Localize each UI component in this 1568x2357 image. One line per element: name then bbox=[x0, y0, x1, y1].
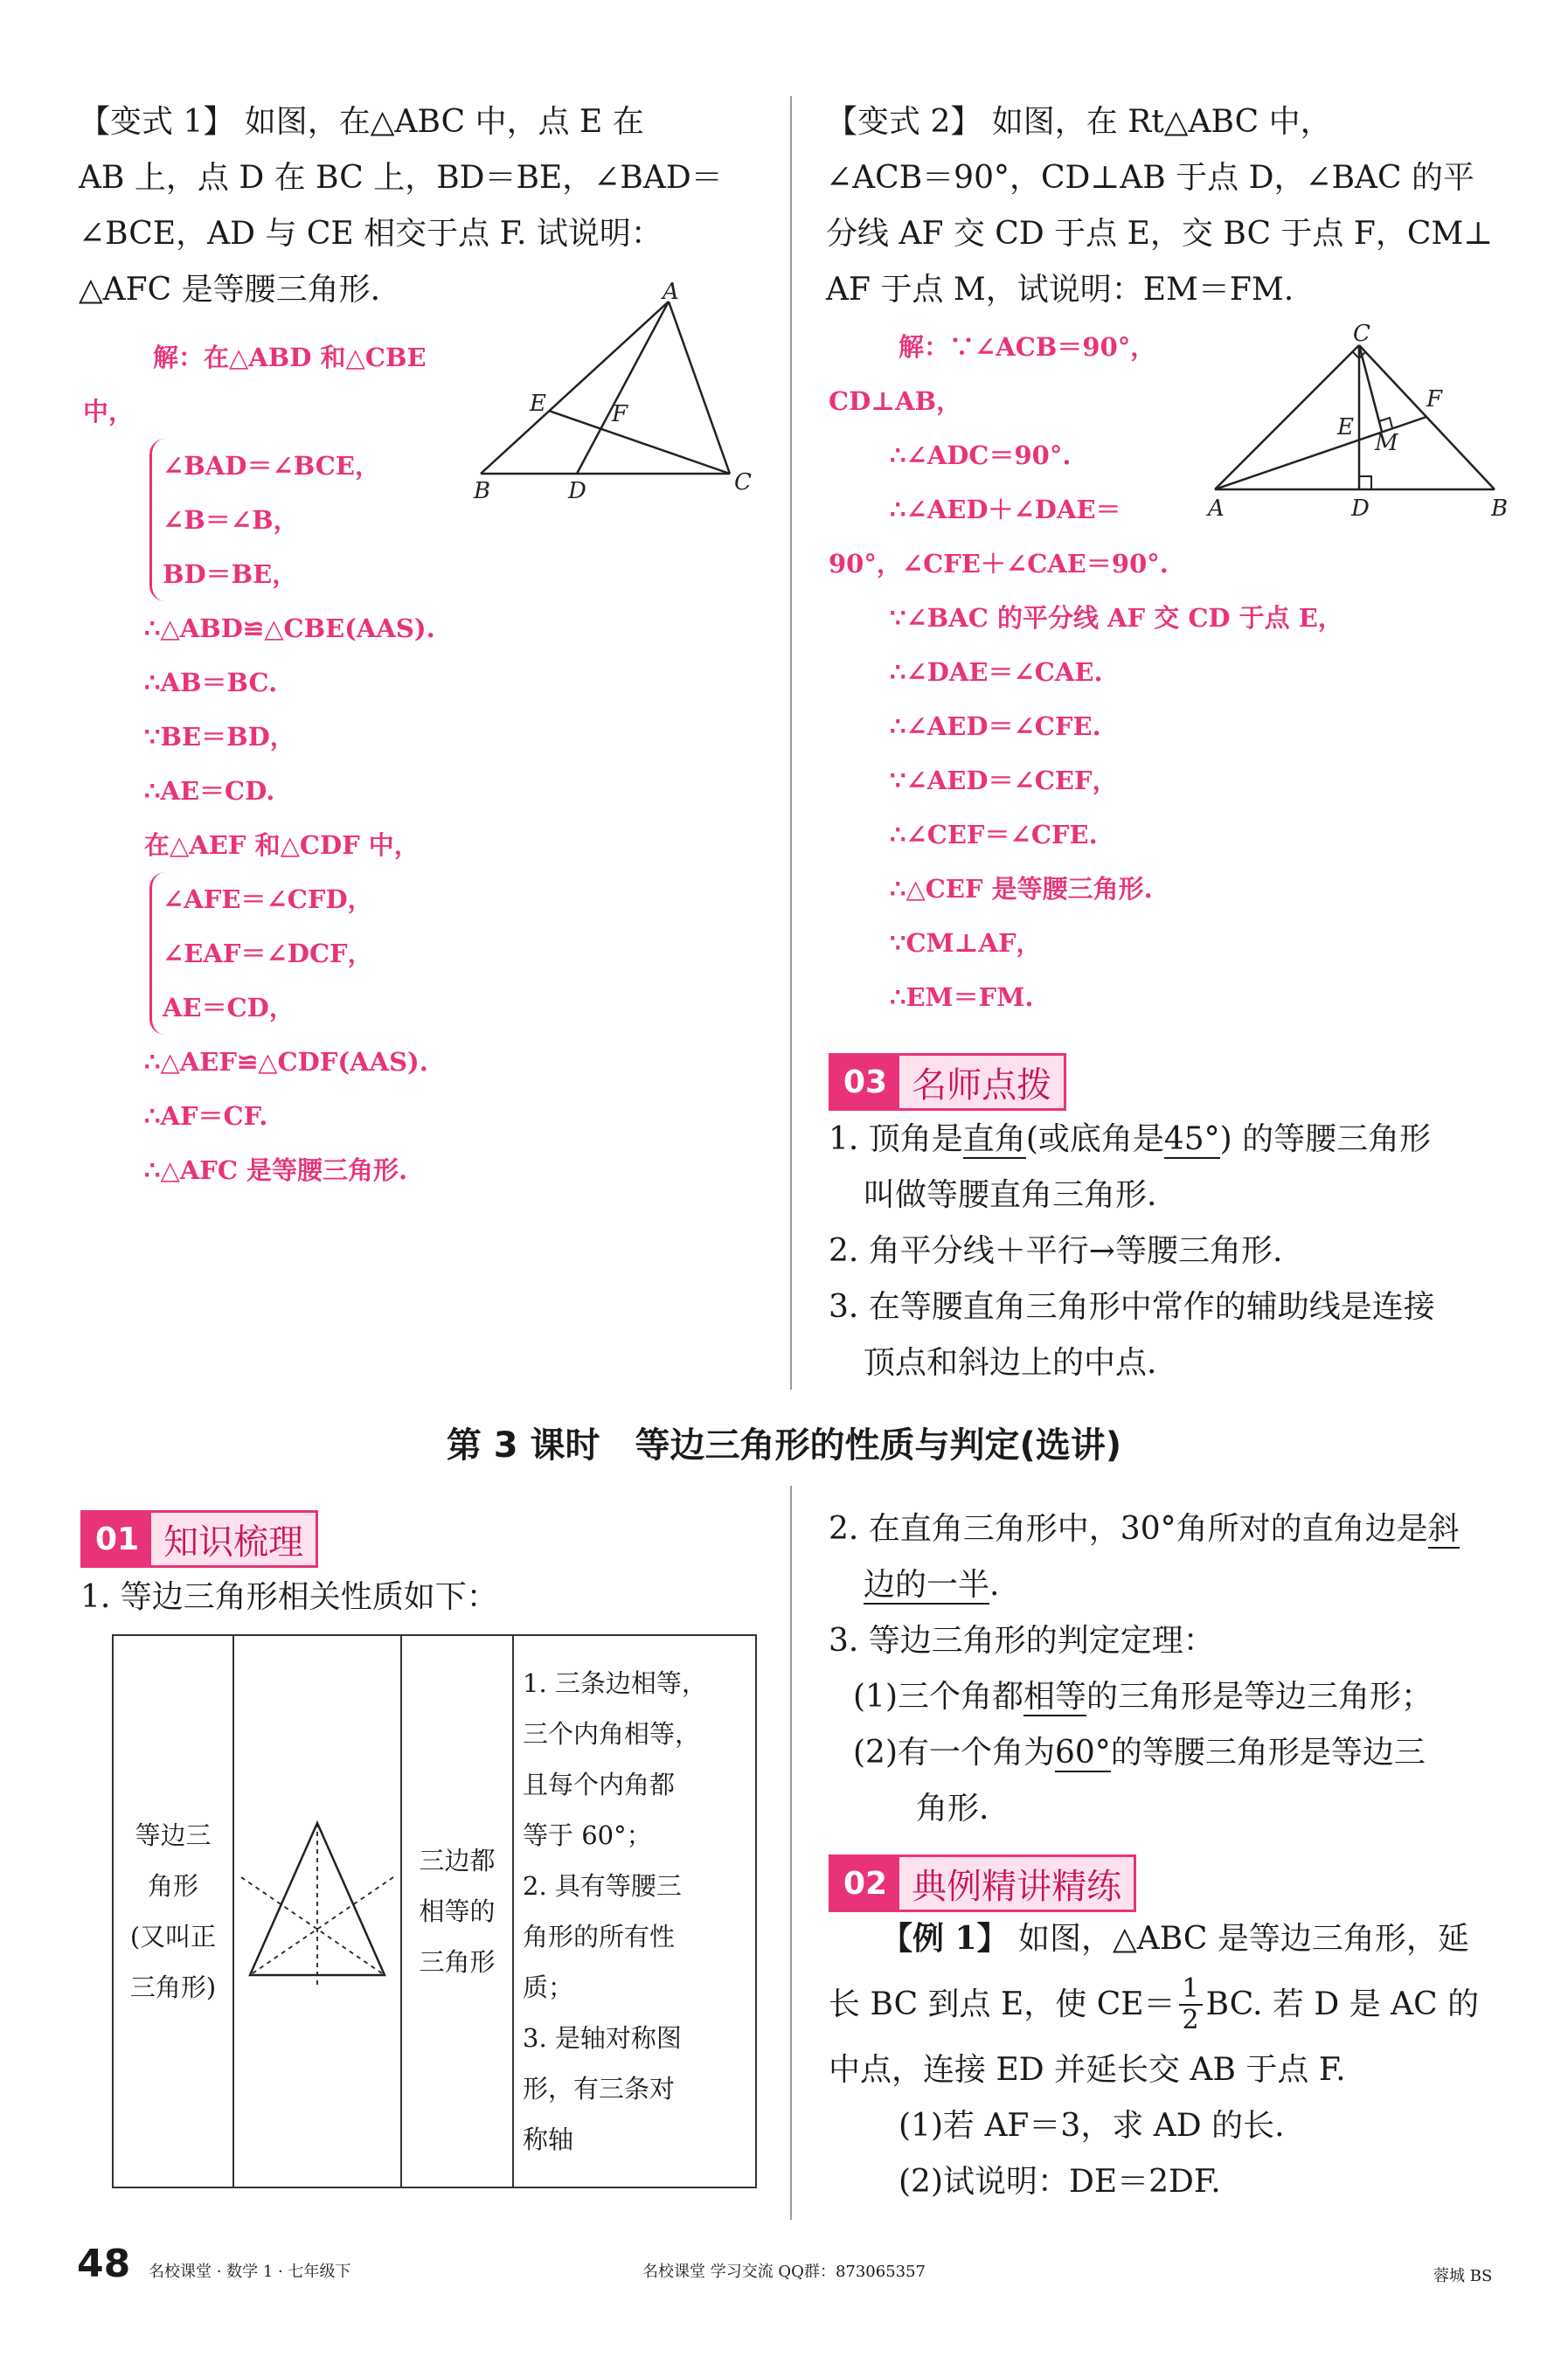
cell-line: 等于 60°； bbox=[523, 1820, 652, 1850]
tip-item-cont: 叫做等腰直角三角形. bbox=[864, 1177, 1157, 1213]
footer-center: 名校课堂 学习交流 QQ群：873065357 bbox=[642, 2263, 926, 2281]
tip-item bbox=[829, 1112, 1519, 1168]
text: (1)三个角都 bbox=[853, 1679, 1023, 1715]
solution-line: ∴AE＝CD. bbox=[144, 776, 275, 806]
solution-line: AE＝CD， bbox=[163, 993, 295, 1023]
answer-blank: 边的一半 bbox=[864, 1567, 990, 1603]
solution-line: ∵BE＝BD， bbox=[144, 722, 295, 752]
cell-line: (又叫正 bbox=[129, 1922, 217, 1951]
knowledge-intro: 1. 等边三角形相关性质如下： bbox=[80, 1579, 498, 1615]
segment-ac bbox=[669, 302, 730, 474]
solution-line: CD⊥AB， bbox=[829, 386, 962, 416]
point-label: F bbox=[1426, 386, 1443, 412]
cell-line: 三角形 bbox=[419, 1947, 496, 1977]
solution-line: 解：在△ABD 和△CBE bbox=[153, 343, 427, 372]
column-divider bbox=[790, 1486, 792, 2220]
text-line: AF 于点 M，试说明：EM＝FM. bbox=[826, 272, 1294, 308]
equilateral-triangle-figure bbox=[234, 1807, 400, 2000]
cell-line: 角形 bbox=[147, 1871, 198, 1901]
solution-line: ∵CM⊥AF， bbox=[890, 928, 1042, 958]
cell-line: 等边三 bbox=[135, 1820, 212, 1850]
cell-line: 且每个内角都 bbox=[523, 1770, 676, 1799]
text: 的三角形是等边三角形； bbox=[1086, 1679, 1433, 1715]
figure-cell bbox=[233, 1635, 401, 2187]
tips-list bbox=[829, 1112, 1519, 1391]
section-title: 典例精讲精练 bbox=[912, 1866, 1122, 1907]
footer-right: 蓉城 BS bbox=[1433, 2267, 1493, 2285]
text: . bbox=[989, 1567, 1000, 1603]
equilateral-properties-table bbox=[112, 1634, 757, 2188]
point-label: E bbox=[1337, 414, 1354, 440]
page-number: 48 bbox=[77, 2242, 131, 2286]
example-question: (2)试说明：DE＝2DF. bbox=[898, 2164, 1221, 2200]
text: 2. 在直角三角形中，30°角所对的直角边是 bbox=[829, 1511, 1428, 1547]
answer-blank: 斜 bbox=[1427, 1511, 1460, 1547]
tip-item: 2. 角平分线＋平行→等腰三角形. bbox=[829, 1233, 1283, 1269]
solution-line: ∠AFE＝∠CFD， bbox=[163, 884, 373, 914]
footer-left: 名校课堂 · 数学 1 · 七年级下 bbox=[149, 2263, 351, 2281]
point-label: B bbox=[1491, 496, 1509, 522]
point-label: E bbox=[530, 391, 546, 417]
variant2-figure bbox=[1197, 319, 1512, 529]
solution-line: 在△AEF 和△CDF 中， bbox=[144, 830, 420, 860]
solution-line: 中， bbox=[83, 397, 135, 426]
solution-line: BD＝BE， bbox=[163, 559, 298, 589]
tip-item-cont: 顶点和斜边上的中点. bbox=[864, 1345, 1157, 1381]
lesson-title: 第 3 课时 等边三角形的性质与判定(选讲) bbox=[446, 1425, 1122, 1466]
solution-line: ∴∠ADC＝90°. bbox=[890, 440, 1072, 470]
example-question: (1)若 AF＝3，求 AD 的长. bbox=[898, 2108, 1285, 2144]
text-line: △AFC 是等腰三角形. bbox=[79, 272, 381, 308]
point-label: D bbox=[568, 478, 586, 504]
solution-line: ∴∠CEF＝∠CFE. bbox=[890, 820, 1098, 849]
solution-line: ∴∠DAE＝∠CAE. bbox=[890, 657, 1103, 687]
text: (2)有一个角为 bbox=[853, 1735, 1055, 1771]
text: 的等腰三角形是等边三 bbox=[1110, 1735, 1426, 1771]
cell-line: 质； bbox=[523, 1972, 574, 2002]
segment-ce bbox=[549, 411, 730, 474]
segment-ab bbox=[481, 302, 669, 474]
cell-line: 1. 三条边相等， bbox=[523, 1668, 707, 1698]
text: (或底角是 bbox=[1025, 1121, 1164, 1157]
point-label: M bbox=[1375, 430, 1398, 456]
cell-line: 相等的 bbox=[419, 1896, 496, 1926]
section-title: 知识梳理 bbox=[163, 1522, 304, 1563]
text-line: AB 上，点 D 在 BC 上，BD＝BE，∠BAD＝ bbox=[79, 160, 723, 196]
knowledge-item: 3. 等边三角形的判定定理： bbox=[829, 1623, 1215, 1659]
text-line: 【变式 1】 如图，在△ABC 中，点 E 在 bbox=[79, 104, 644, 140]
solution-line: ∴△AEF≌△CDF(AAS). bbox=[144, 1047, 428, 1077]
section-number: 02 bbox=[831, 1857, 899, 1910]
cell-line: 3. 是轴对称图 bbox=[523, 2023, 682, 2053]
point-label: C bbox=[1353, 321, 1370, 347]
solution-line: ∴△ABD≌△CBE(AAS). bbox=[144, 614, 435, 643]
cell-line: 三边都 bbox=[419, 1846, 496, 1875]
cell-line: 三个内角相等， bbox=[523, 1719, 701, 1749]
section-number: 03 bbox=[831, 1056, 899, 1108]
section-title: 名师点拨 bbox=[912, 1064, 1052, 1106]
solution-line: 90°，∠CFE＋∠CAE＝90°. bbox=[829, 549, 1169, 579]
knowledge-right bbox=[829, 1501, 1519, 1837]
fraction bbox=[1179, 1974, 1203, 2035]
knowledge-item-cont bbox=[829, 1557, 1519, 1613]
example1 bbox=[829, 1910, 1519, 2210]
column-divider bbox=[790, 96, 792, 1390]
text: 如图，△ABC 是等边三角形，延 bbox=[1018, 1921, 1469, 1957]
text: 长 BC 到点 E，使 CE＝ bbox=[829, 1986, 1176, 2022]
tip-item: 3. 在等腰直角三角形中常作的辅助线是连接 bbox=[829, 1289, 1435, 1325]
answer-blank: 相等 bbox=[1023, 1679, 1087, 1715]
text-line: 【变式 2】 如图，在 Rt△ABC 中， bbox=[826, 104, 1332, 140]
properties-cell bbox=[513, 1635, 756, 2187]
variant2-problem bbox=[826, 94, 1508, 318]
right-angle-mark-d bbox=[1359, 476, 1371, 489]
section-badge-examples bbox=[829, 1854, 1136, 1912]
cell-line: 2. 具有等腰三 bbox=[523, 1871, 682, 1901]
text-line: ∠ACB＝90°，CD⊥AB 于点 D，∠BAC 的平 bbox=[826, 160, 1475, 196]
text: BC. 若 D 是 AC 的 bbox=[1205, 1986, 1480, 2022]
solution-line: ∴EM＝FM. bbox=[890, 982, 1034, 1012]
cell-line: 称轴 bbox=[523, 2125, 574, 2154]
point-label: B bbox=[474, 478, 491, 504]
solution-line: ∵∠AED＝∠CEF， bbox=[890, 766, 1118, 795]
denominator: 2 bbox=[1182, 2005, 1199, 2035]
answer-blank: 直角 bbox=[962, 1121, 1026, 1157]
section-number: 01 bbox=[83, 1513, 151, 1565]
cell-line: 形，有三条对 bbox=[523, 2074, 676, 2104]
answer-blank: 60° bbox=[1055, 1735, 1111, 1771]
solution-line: ∵∠BAC 的平分线 AF 交 CD 于点 E， bbox=[890, 603, 1343, 633]
section-badge-tips bbox=[829, 1053, 1066, 1111]
point-label: D bbox=[1351, 496, 1370, 522]
solution-line: ∠EAF＝∠DCF， bbox=[163, 939, 373, 968]
solution-line: ∴AF＝CF. bbox=[144, 1101, 268, 1131]
solution-line: ∴∠AED＝∠CFE. bbox=[890, 711, 1101, 741]
cell-line: 角形的所有性 bbox=[523, 1922, 676, 1951]
point-label: C bbox=[734, 469, 752, 496]
knowledge-item bbox=[829, 1501, 1519, 1557]
definition-cell bbox=[401, 1635, 513, 2187]
knowledge-item bbox=[829, 1725, 1519, 1781]
solution-line: ∴△AFC 是等腰三角形. bbox=[144, 1155, 408, 1185]
example-line bbox=[829, 1967, 1519, 2042]
term-cell bbox=[113, 1635, 233, 2187]
text: 1. 顶角是 bbox=[829, 1121, 963, 1157]
text-line: 分线 AF 交 CD 于点 E，交 BC 于点 F，CM⊥ bbox=[826, 216, 1494, 252]
knowledge-item-cont: 角形. bbox=[916, 1791, 989, 1827]
variant1-figure bbox=[454, 280, 769, 516]
solution-line: ∠B＝∠B， bbox=[163, 505, 299, 535]
text: ) 的等腰三角形 bbox=[1219, 1121, 1432, 1157]
cell-line: 三角形) bbox=[129, 1972, 217, 2002]
example-line: 中点，连接 ED 并延长交 AB 于点 F. bbox=[829, 2052, 1346, 2088]
answer-blank: 45° bbox=[1163, 1121, 1220, 1157]
solution-line: ∴∠AED＋∠DAE＝ bbox=[890, 495, 1121, 524]
example-line bbox=[829, 1910, 1519, 1967]
section-badge-knowledge bbox=[80, 1510, 318, 1568]
solution-line: ∴AB＝BC. bbox=[144, 668, 278, 697]
knowledge-item bbox=[829, 1669, 1519, 1725]
brace-group bbox=[149, 872, 520, 1035]
solution-line: ∠BAD＝∠BCE， bbox=[163, 451, 380, 481]
segment-bc bbox=[1359, 345, 1495, 489]
text-line: ∠BCE，AD 与 CE 相交于点 F. 试说明： bbox=[79, 216, 663, 252]
point-label: F bbox=[612, 401, 628, 427]
example-tag: 【例 1】 bbox=[881, 1920, 1009, 1957]
solution-line: 解：∵∠ACB＝90°， bbox=[898, 332, 1156, 362]
numerator: 1 bbox=[1179, 1974, 1203, 2006]
point-label: A bbox=[663, 280, 679, 305]
solution-line: ∴△CEF 是等腰三角形. bbox=[890, 874, 1153, 904]
point-label: A bbox=[1208, 496, 1225, 522]
